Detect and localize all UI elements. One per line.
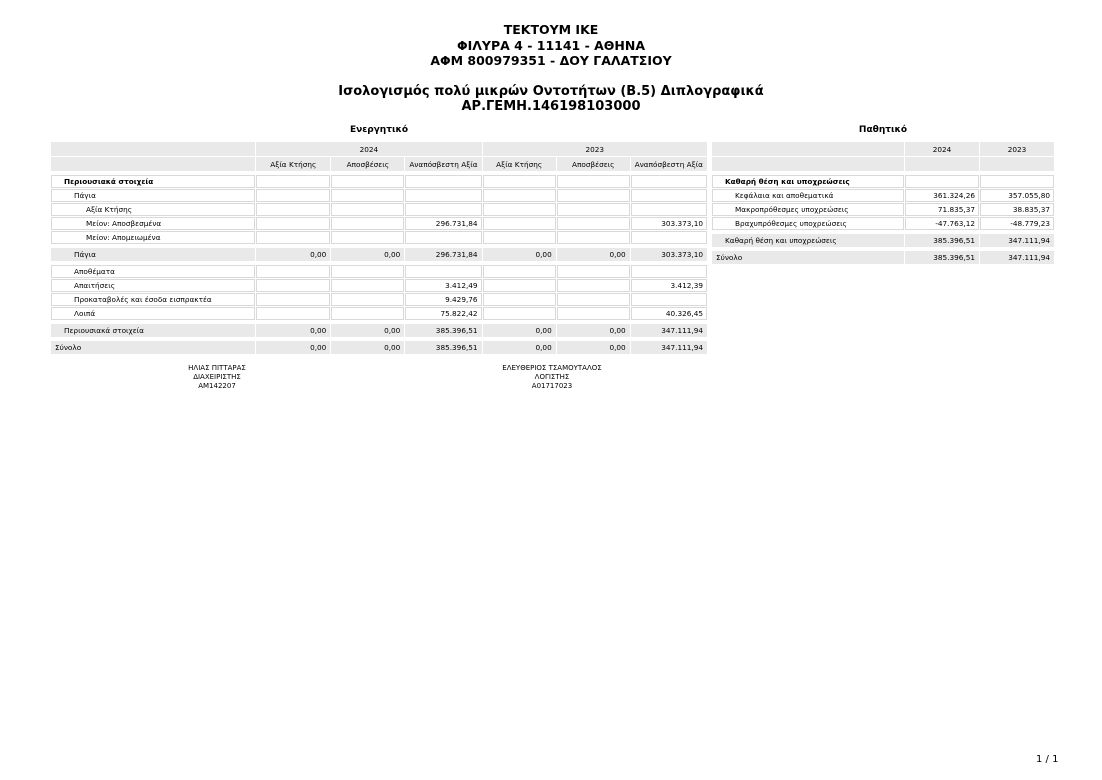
- table-row: [51, 175, 707, 188]
- row-label: Μείον: Αποσβεσμένα: [51, 217, 255, 230]
- value-cell: 296.731,84: [405, 217, 481, 230]
- value-cell: 3.412,39: [631, 279, 707, 292]
- value-cell: 0,00: [557, 341, 630, 354]
- value-cell: 385.396,51: [405, 341, 481, 354]
- row-label: Αξία Κτήσης: [51, 203, 255, 216]
- page-number: 1 / 1: [1036, 754, 1059, 765]
- value-cell: -47.763,12: [905, 217, 979, 230]
- value-cell: 75.822,42: [405, 307, 481, 320]
- table-row: [712, 189, 1054, 202]
- signature-role: ΔΙΑΧΕΙΡΙΣΤΗΣ: [193, 373, 241, 381]
- value-cell: 9.429,76: [405, 293, 481, 306]
- row-label: Μακροπρόθεσμες υποχρεώσεις: [712, 203, 904, 216]
- col-depreciation-2024: Αποσβέσεις: [331, 157, 404, 171]
- value-cell: 71.835,37: [905, 203, 979, 216]
- table-row-subtotal: [712, 234, 1054, 247]
- liabilities-year-2023: 2023: [980, 142, 1054, 156]
- company-name: ΤΕΚΤΟΥΜ ΙΚΕ: [503, 22, 599, 37]
- row-label: Προκαταβολές και έσοδα εισπρακτέα: [51, 293, 255, 306]
- value-cell: 0,00: [483, 341, 556, 354]
- value-cell: 361.324,26: [905, 189, 979, 202]
- row-label: Περιουσιακά στοιχεία: [51, 175, 255, 188]
- table-row: [712, 175, 1054, 188]
- table-row-total: [712, 251, 1054, 264]
- report-title: Ισολογισμός πολύ μικρών Οντοτήτων (Β.5) Διπλογραφικά: [338, 84, 764, 99]
- row-label: Απαιτήσεις: [51, 279, 255, 292]
- table-row-subtotal: [51, 324, 707, 337]
- row-label: Περιουσιακά στοιχεία: [51, 324, 255, 337]
- row-label: Πάγια: [51, 248, 255, 261]
- table-row: [51, 217, 707, 230]
- table-row: [51, 307, 707, 320]
- row-label: Σύνολο: [51, 341, 255, 354]
- value-cell: 385.396,51: [405, 324, 481, 337]
- row-label: Βραχυπρόθεσμες υποχρεώσεις: [712, 217, 904, 230]
- value-cell: -48.779,23: [980, 217, 1054, 230]
- value-cell: 0,00: [331, 324, 404, 337]
- table-row-total: [51, 341, 707, 354]
- value-cell: 0,00: [557, 324, 630, 337]
- row-label: Καθαρή θέση και υποχρεώσεις: [712, 234, 904, 247]
- value-cell: 347.111,94: [980, 234, 1054, 247]
- assets-table: [50, 141, 708, 355]
- report-registry: ΑΡ.ΓΕΜΗ.146198103000: [461, 99, 641, 114]
- value-cell: 0,00: [256, 341, 330, 354]
- table-row: [712, 203, 1054, 216]
- table-row: [51, 203, 707, 216]
- value-cell: 347.111,94: [631, 341, 707, 354]
- table-row: [51, 293, 707, 306]
- value-cell: 0,00: [483, 248, 556, 261]
- signature-name: ΕΛΕΥΘΕΡΙΟΣ ΤΣΑΜΟΥΤΑΛΟΣ: [502, 364, 602, 372]
- table-row: [51, 279, 707, 292]
- value-cell: 303.373,10: [631, 248, 707, 261]
- value-cell: 0,00: [483, 324, 556, 337]
- col-acquisition-2023: Αξία Κτήσης: [483, 157, 556, 171]
- value-cell: 385.396,51: [905, 251, 979, 264]
- row-label: Κεφάλαια και αποθεματικά: [712, 189, 904, 202]
- table-row: [51, 265, 707, 278]
- row-label: Λοιπά: [51, 307, 255, 320]
- liabilities-title: Παθητικό: [858, 125, 908, 135]
- signature-id: ΑΜ142207: [198, 382, 236, 390]
- signature-manager: [157, 364, 277, 391]
- liabilities-year-2024: 2024: [905, 142, 979, 156]
- value-cell: 347.111,94: [631, 324, 707, 337]
- value-cell: 296.731,84: [405, 248, 481, 261]
- company-header: [0, 22, 1102, 69]
- value-cell: 357.055,80: [980, 189, 1054, 202]
- row-label: Πάγια: [51, 189, 255, 202]
- company-tax-info: ΑΦΜ 800979351 - ΔΟΥ ΓΑΛΑΤΣΙΟΥ: [430, 53, 672, 68]
- table-row-subtotal: [51, 248, 707, 261]
- value-cell: 303.373,10: [631, 217, 707, 230]
- assets-year-2023: 2023: [483, 142, 707, 156]
- signature-accountant: [482, 364, 622, 391]
- report-header: [0, 84, 1102, 114]
- row-label: Σύνολο: [712, 251, 904, 264]
- table-row: [51, 231, 707, 244]
- value-cell: 385.396,51: [905, 234, 979, 247]
- value-cell: 347.111,94: [980, 251, 1054, 264]
- value-cell: 0,00: [256, 248, 330, 261]
- col-acquisition-2024: Αξία Κτήσης: [256, 157, 330, 171]
- col-net-value-2023: Αναπόσβεστη Αξία: [631, 157, 707, 171]
- row-label: Καθαρή θέση και υποχρεώσεις: [712, 175, 904, 188]
- company-address: ΦΙΛΥΡΑ 4 - 11141 - ΑΘΗΝΑ: [456, 37, 646, 53]
- value-cell: 40.326,45: [631, 307, 707, 320]
- value-cell: 3.412,49: [405, 279, 481, 292]
- col-depreciation-2023: Αποσβέσεις: [557, 157, 630, 171]
- row-label: Μείον: Απομειωμένα: [51, 231, 255, 244]
- value-cell: 0,00: [557, 248, 630, 261]
- signature-name: ΗΛΙΑΣ ΠΙΤΤΑΡΑΣ: [188, 364, 246, 372]
- assets-column-header-row: [51, 157, 707, 171]
- value-cell: 38.835,37: [980, 203, 1054, 216]
- assets-year-row: [51, 142, 707, 156]
- row-label: Αποθέματα: [51, 265, 255, 278]
- assets-year-2024: 2024: [256, 142, 481, 156]
- value-cell: 0,00: [331, 341, 404, 354]
- liabilities-year-row: [712, 142, 1054, 156]
- assets-title: Ενεργητικό: [349, 125, 409, 135]
- value-cell: 0,00: [331, 248, 404, 261]
- col-net-value-2024: Αναπόσβεστη Αξία: [405, 157, 481, 171]
- signature-id: Α01717023: [531, 382, 573, 390]
- table-row: [712, 217, 1054, 230]
- liabilities-table: [711, 141, 1055, 265]
- signature-role: ΛΟΓΙΣΤΗΣ: [534, 373, 570, 381]
- table-row: [51, 189, 707, 202]
- value-cell: 0,00: [256, 324, 330, 337]
